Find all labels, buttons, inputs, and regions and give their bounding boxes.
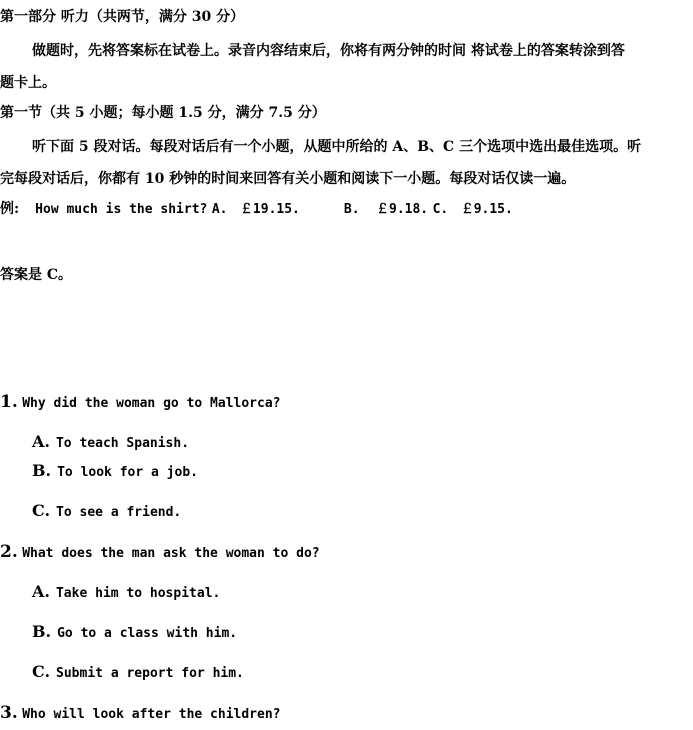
question-2-option-a (32, 583, 220, 603)
question-1 (0, 393, 280, 413)
section-desc-line-2: 完每段对话后，你都有 10 秒钟的时间来回答有关小题和阅读下一小题。每段对话仅读一遍。 (0, 171, 576, 187)
question-1-number: 1. (0, 392, 18, 412)
question-1-option-a (32, 433, 189, 453)
question-1-option-b (32, 462, 198, 482)
example-label: 例: (0, 201, 20, 217)
question-2 (0, 543, 320, 563)
section-desc-line-1: 听下面 5 段对话。每段对话后有一个小题，从题中所给的 A、B、C 三个选项中选出最佳选项。听 (32, 139, 642, 155)
option-letter: C. (32, 501, 51, 520)
option-text: To teach Spanish. (55, 436, 190, 451)
option-text: Take him to hospital. (55, 586, 221, 601)
option-letter: A. (32, 432, 50, 451)
option-letter: C. (32, 662, 51, 681)
example-option-c-label: C. (432, 202, 449, 217)
instructions-line-2: 题卡上。 (0, 75, 56, 91)
question-3-number: 3. (0, 703, 18, 723)
example-option-c-value: ￡9.15. (460, 202, 513, 217)
example-option-a-value: ￡19.15. (239, 202, 300, 217)
example-question: How much is the shirt? (35, 202, 208, 217)
question-3 (0, 704, 280, 724)
question-2-number: 2. (0, 542, 18, 562)
question-1-option-c (32, 502, 181, 522)
section-title: 第一节（共 5 小题；每小题 1.5 分，满分 7.5 分） (0, 105, 326, 121)
option-text: Go to a class with him. (57, 626, 238, 641)
option-text: Submit a report for him. (56, 666, 244, 681)
option-text: To look for a job. (57, 465, 198, 480)
example-option-b-label: B. (343, 202, 360, 217)
question-3-text: Who will look after the children? (22, 707, 281, 722)
option-letter: B. (32, 622, 52, 641)
example-line (0, 200, 513, 219)
option-text: To see a friend. (56, 505, 182, 520)
example-answer: 答案是 C。 (0, 267, 73, 283)
question-2-option-b (32, 623, 237, 643)
question-2-option-c (32, 663, 244, 683)
example-option-a-label: A. (211, 202, 228, 217)
question-2-text: What does the man ask the woman to do? (22, 546, 320, 561)
question-1-text: Why did the woman go to Mallorca? (22, 396, 281, 411)
example-option-b-value: ￡9.18. (376, 202, 429, 217)
option-letter: B. (32, 461, 52, 480)
option-letter: A. (32, 582, 50, 601)
part-title: 第一部分 听力（共两节，满分 30 分） (0, 9, 245, 25)
instructions-line-1: 做题时，先将答案标在试卷上。录音内容结束后，你将有两分钟的时间 将试卷上的答案转涂到答 (32, 43, 625, 59)
